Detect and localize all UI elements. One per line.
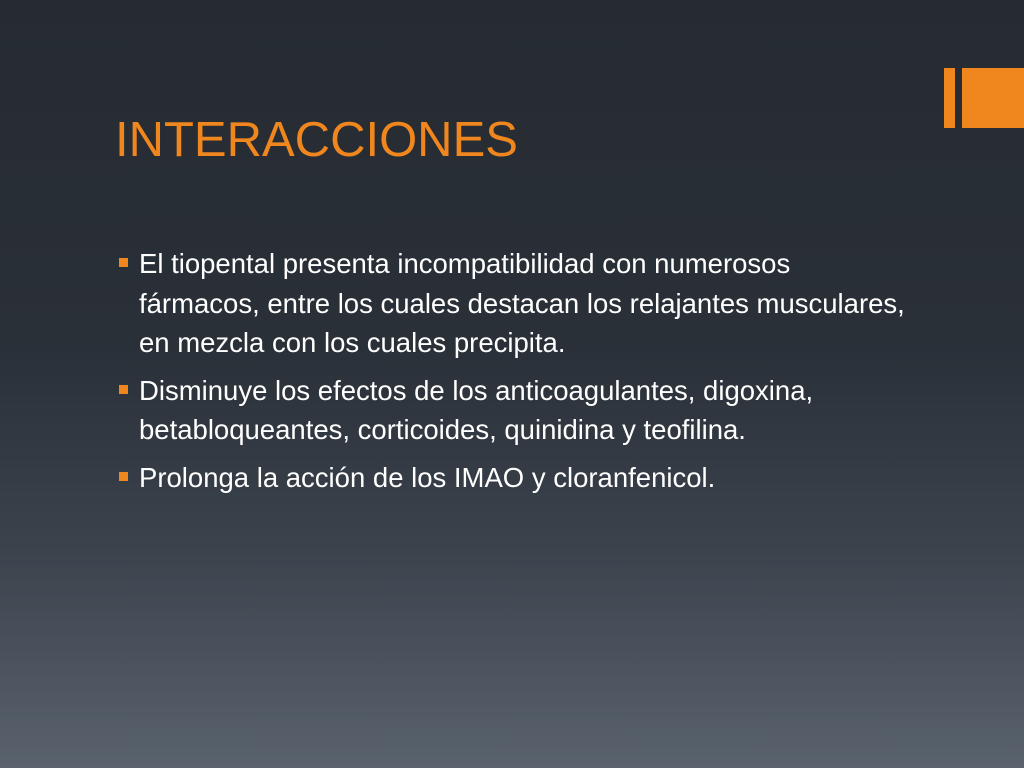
bullet-item bbox=[115, 371, 915, 450]
slide-title: INTERACCIONES bbox=[115, 113, 518, 167]
square-bullet-icon bbox=[119, 472, 128, 481]
bullet-item bbox=[115, 458, 915, 498]
bullet-text: Disminuye los efectos de los anticoagulantes, digoxina, betabloqueantes, corticoides, quinidina y teofilina. bbox=[139, 374, 814, 445]
bullet-item bbox=[115, 244, 915, 363]
square-bullet-icon bbox=[119, 258, 128, 267]
bullet-text: Prolonga la acción de los IMAO y cloranfenicol. bbox=[139, 461, 716, 493]
bullet-list bbox=[115, 244, 915, 505]
accent-bar-thin bbox=[944, 68, 955, 128]
bullet-text: El tiopental presenta incompatibilidad con numerosos fármacos, entre los cuales destacan los relajantes musculares, en mezcla con los cuales precipita. bbox=[139, 248, 905, 358]
accent-bar-thick bbox=[962, 68, 1024, 128]
square-bullet-icon bbox=[119, 385, 128, 394]
corner-accent-mark bbox=[944, 68, 1024, 128]
